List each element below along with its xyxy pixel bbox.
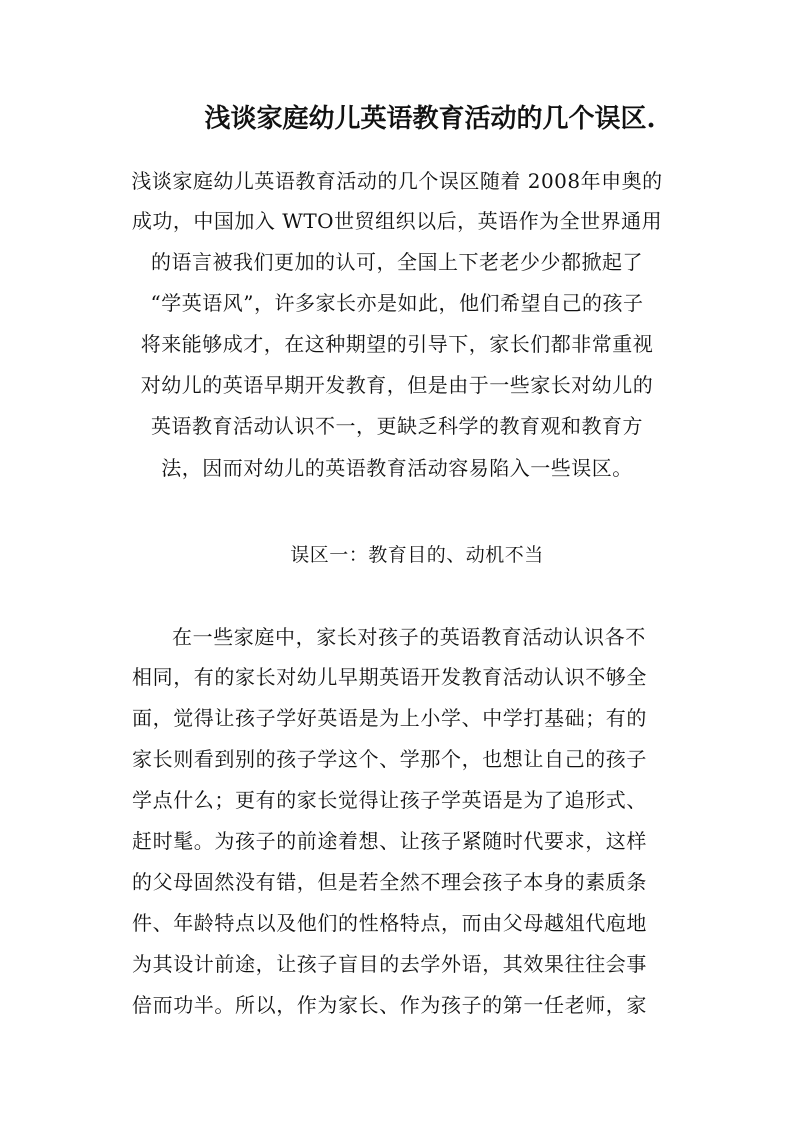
intro-line-4: “学英语风”，许多家长亦是如此，他们希望自己的孩子: [150, 291, 644, 315]
intro-line-6: 对幼儿的英语早期开发教育，但是由于一些家长对幼儿的: [140, 373, 654, 397]
body-line-4: 家长则看到别的孩子学这个、学那个，也想让自己的孩子: [132, 747, 647, 771]
intro-line-5: 将来能够成才，在这种期望的引导下，家长们都非常重视: [140, 332, 654, 356]
body-line-8: 件、年龄特点以及他们的性格特点，而由父母越俎代庖地: [132, 911, 647, 935]
intro-line-1: 浅谈家庭幼儿英语教育活动的几个误区随着 2008年申奥的: [131, 169, 663, 193]
body-line-2: 相同，有的家长对幼儿早期英语开发教育活动认识不够全: [132, 665, 647, 689]
intro-line-3: 的语言被我们更加的认可，全国上下老老少少都掀起了: [151, 250, 643, 274]
body-line-9: 为其设计前途，让孩子盲目的去学外语，其效果往往会事: [132, 952, 647, 976]
intro-line-7: 英语教育活动认识不一，更缺乏科学的教育观和教育方: [151, 414, 643, 438]
section-heading: 误区一：教育目的、动机不当: [290, 544, 544, 566]
intro-line-2: 成功，中国加入 WTO世贸组织以后，英语作为全世界通用: [131, 209, 663, 233]
body-line-3: 面，觉得让孩子学好英语是为上小学、中学打基础；有的: [132, 706, 647, 730]
intro-line-8: 法，因而对幼儿的英语教育活动容易陷入一些误区。: [161, 456, 633, 480]
body-line-1: 在一些家庭中，家长对孩子的英语教育活动认识各不: [172, 625, 646, 649]
document-title: 浅谈家庭幼儿英语教育活动的几个误区.: [204, 104, 656, 134]
body-line-7: 的父母固然没有错，但是若全然不理会孩子本身的素质条: [132, 870, 647, 894]
body-line-10: 倍而功半。所以，作为家长、作为孩子的第一任老师，家: [132, 993, 647, 1017]
body-line-6: 赶时髦。为孩子的前途着想、让孩子紧随时代要求，这样: [132, 829, 647, 853]
body-line-5: 学点什么；更有的家长觉得让孩子学英语是为了追形式、: [132, 788, 647, 812]
